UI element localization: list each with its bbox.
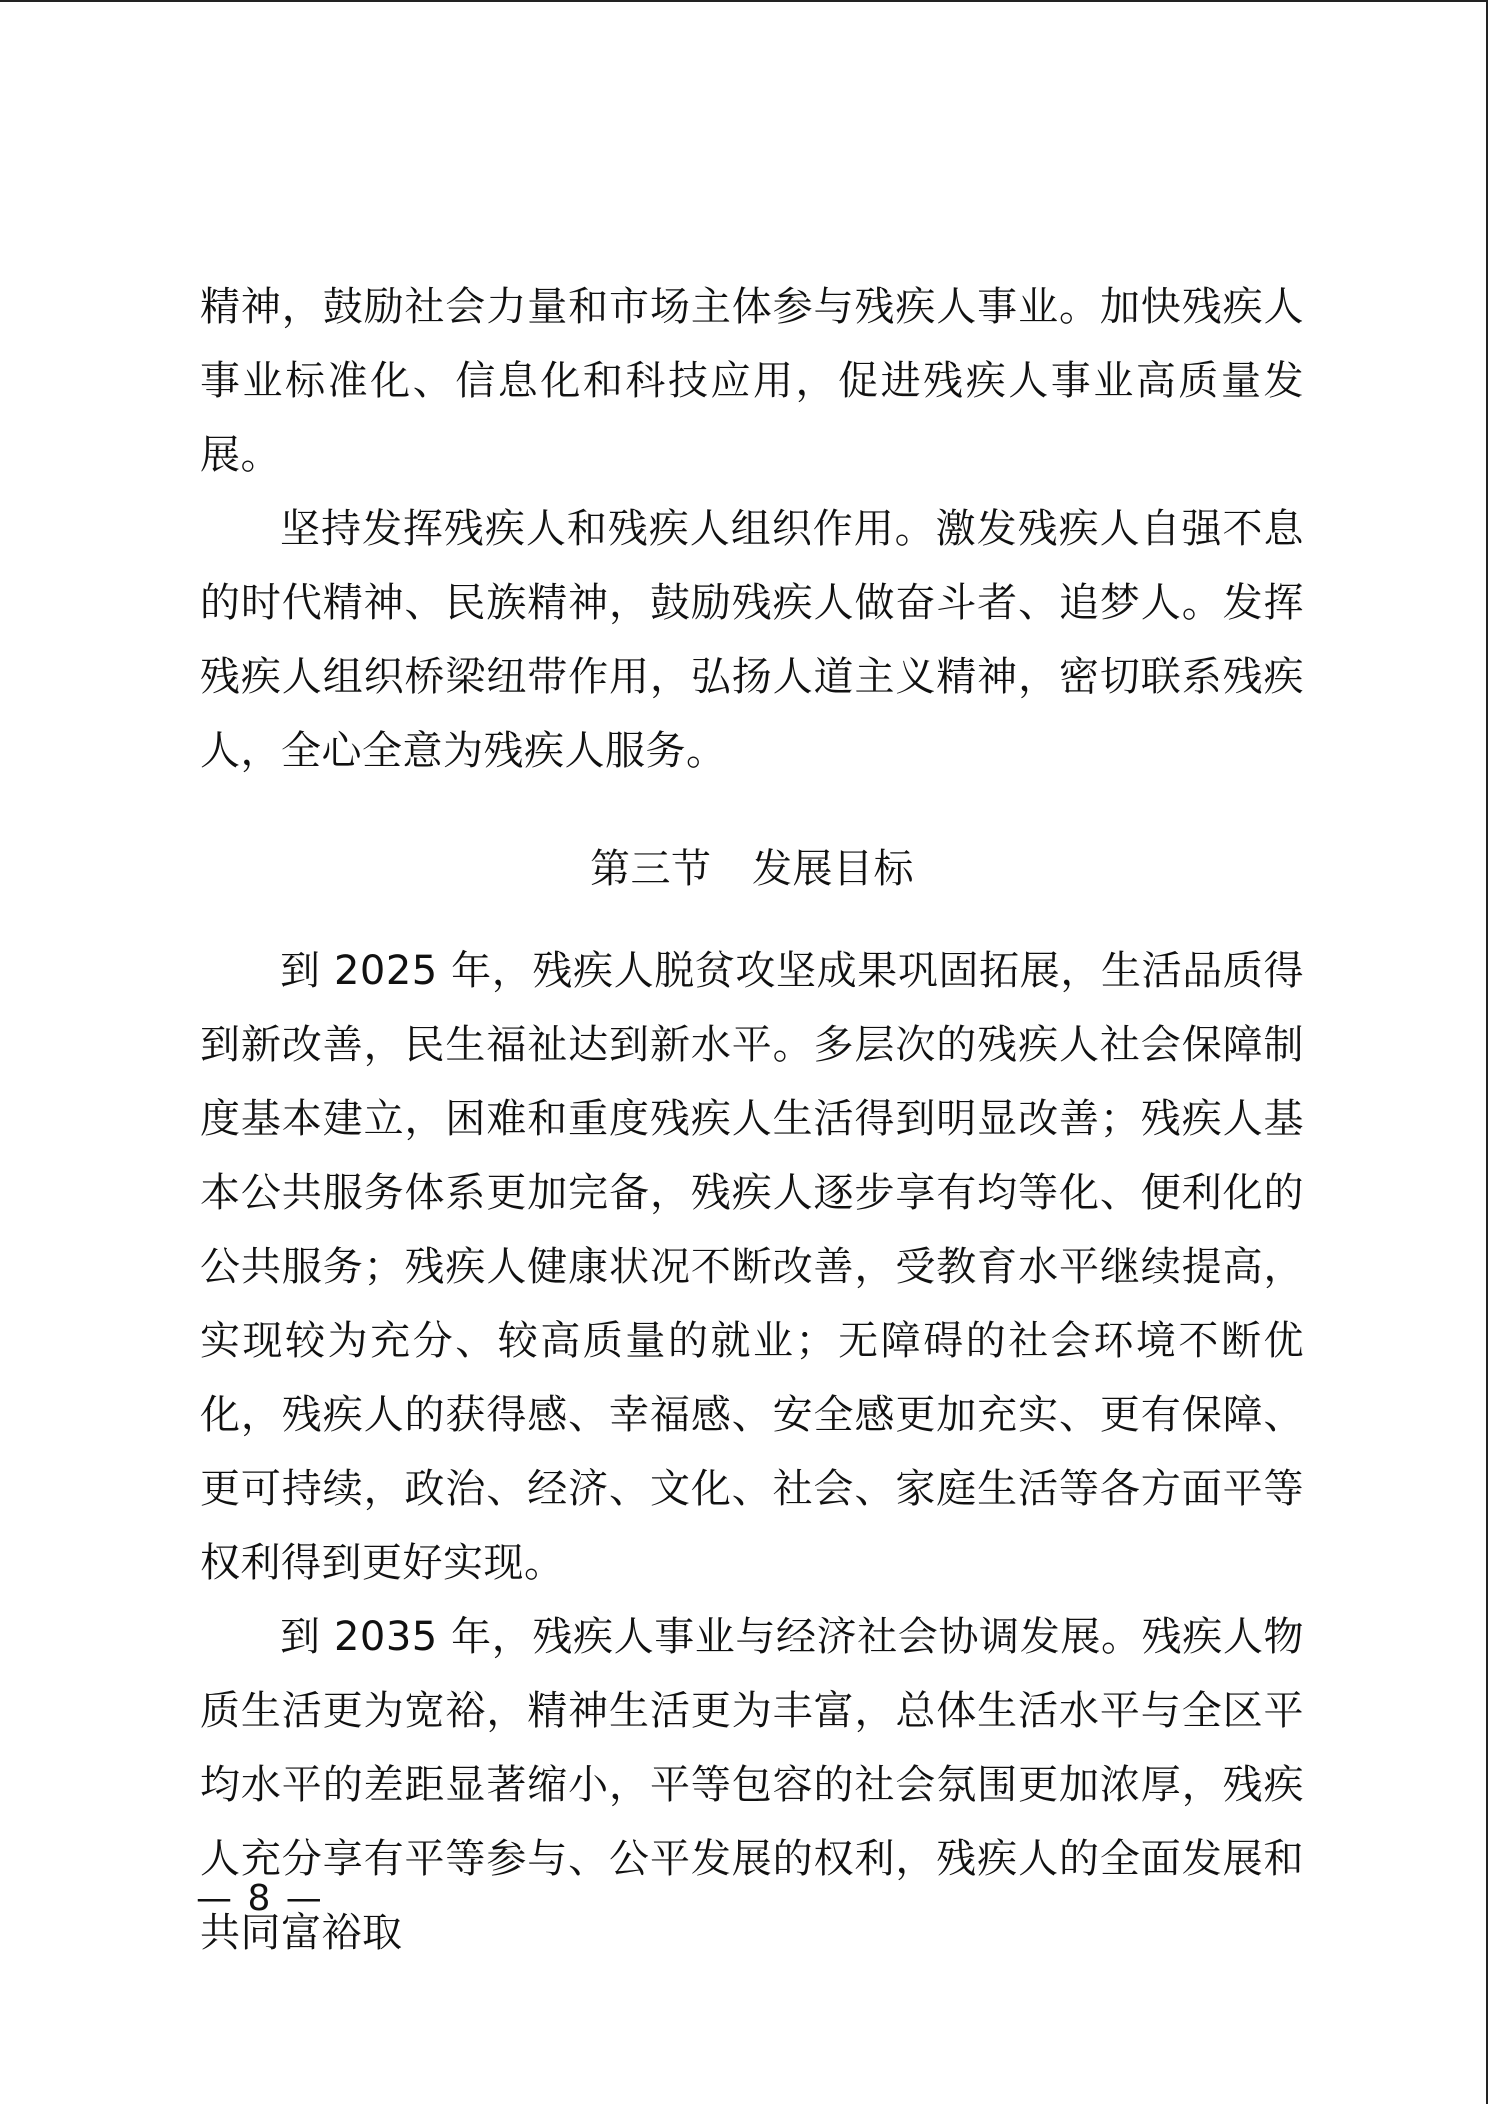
paragraph-goals-2035: 到 2035 年，残疾人事业与经济社会协调发展。残疾人物质生活更为宽裕，精神生活更为丰富，总体生活水平与全区平均水平的差距显著缩小，平等包容的社会氛围更加浓厚，残疾人充分享有平等参与、公平发展的权利，残疾人的全面发展和共同富裕取 xyxy=(200,1614,1304,1956)
page-number: — 8 — xyxy=(196,1878,324,1919)
section-heading: 第三节 发展目标 xyxy=(590,846,914,892)
spacer xyxy=(200,906,1304,934)
paragraph-continuation: 精神，鼓励社会力量和市场主体参与残疾人事业。加快残疾人事业标准化、信息化和科技应用，促进残疾人事业高质量发展。 xyxy=(200,284,1304,478)
paragraph-goals-2025: 到 2025 年，残疾人脱贫攻坚成果巩固拓展，生活品质得到新改善，民生福祉达到新水平。多层次的残疾人社会保障制度基本建立，困难和重度残疾人生活得到明显改善；残疾人基本公共服务体系更加完备，残疾人逐步享有均等化、便利化的公共服务；残疾人健康状况不断改善，受教育水平继续提高，实现较为充分、较高质量的就业；无障碍的社会环境不断优化，残疾人的获得感、幸福感、安全感更加充实、更有保障、更可持续，政治、经济、文化、社会、家庭生活等各方面平等权利得到更好实现。 xyxy=(200,948,1304,1586)
paragraph-role-of-organizations: 坚持发挥残疾人和残疾人组织作用。激发残疾人自强不息的时代精神、民族精神，鼓励残疾人做奋斗者、追梦人。发挥残疾人组织桥梁纽带作用，弘扬人道主义精神，密切联系残疾人，全心全意为残疾人服务。 xyxy=(200,506,1304,774)
spacer xyxy=(200,788,1304,832)
document-body xyxy=(200,270,1304,1970)
